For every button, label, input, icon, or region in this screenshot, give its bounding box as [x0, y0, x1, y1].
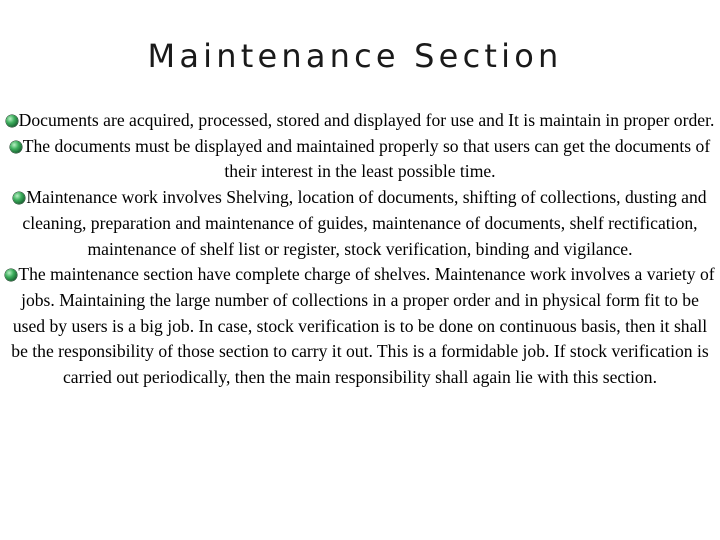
green-sphere-icon — [13, 192, 25, 204]
green-sphere-icon — [5, 269, 17, 281]
bullet-item — [4, 185, 716, 262]
slide-title: Maintenance Section — [147, 37, 563, 75]
bullet-text: Documents are acquired, processed, stored and displayed for use and It is maintain in proper order. — [18, 110, 715, 130]
bullet-item — [4, 262, 716, 391]
bullet-list — [4, 108, 716, 391]
bullet-item — [4, 108, 716, 134]
bullet-item — [4, 134, 716, 185]
green-sphere-icon — [10, 141, 22, 153]
green-sphere-icon — [6, 115, 18, 127]
bullet-text: The maintenance section have complete charge of shelves. Maintenance work involves a variety of jobs. Maintaining the large number of collections in a proper order and in physical form fit to be used by users is a big job. In case, stock verification is to be done on continuous basis, then it shall be the responsibility of those section to carry it out. This is a formidable job. If stock verification is carried out periodically, then the main responsibility shall again lie with this section. — [11, 264, 715, 388]
bullet-text: The documents must be displayed and maintained properly so that users can get the documents of their interest in the least possible time. — [22, 135, 711, 182]
bullet-text: Maintenance work involves Shelving, location of documents, shifting of collections, dusting and cleaning, preparation and maintenance of guides, maintenance of documents, shelf rectification, maintenance of shelf list or register, stock verification, binding and vigilance. — [22, 187, 707, 259]
